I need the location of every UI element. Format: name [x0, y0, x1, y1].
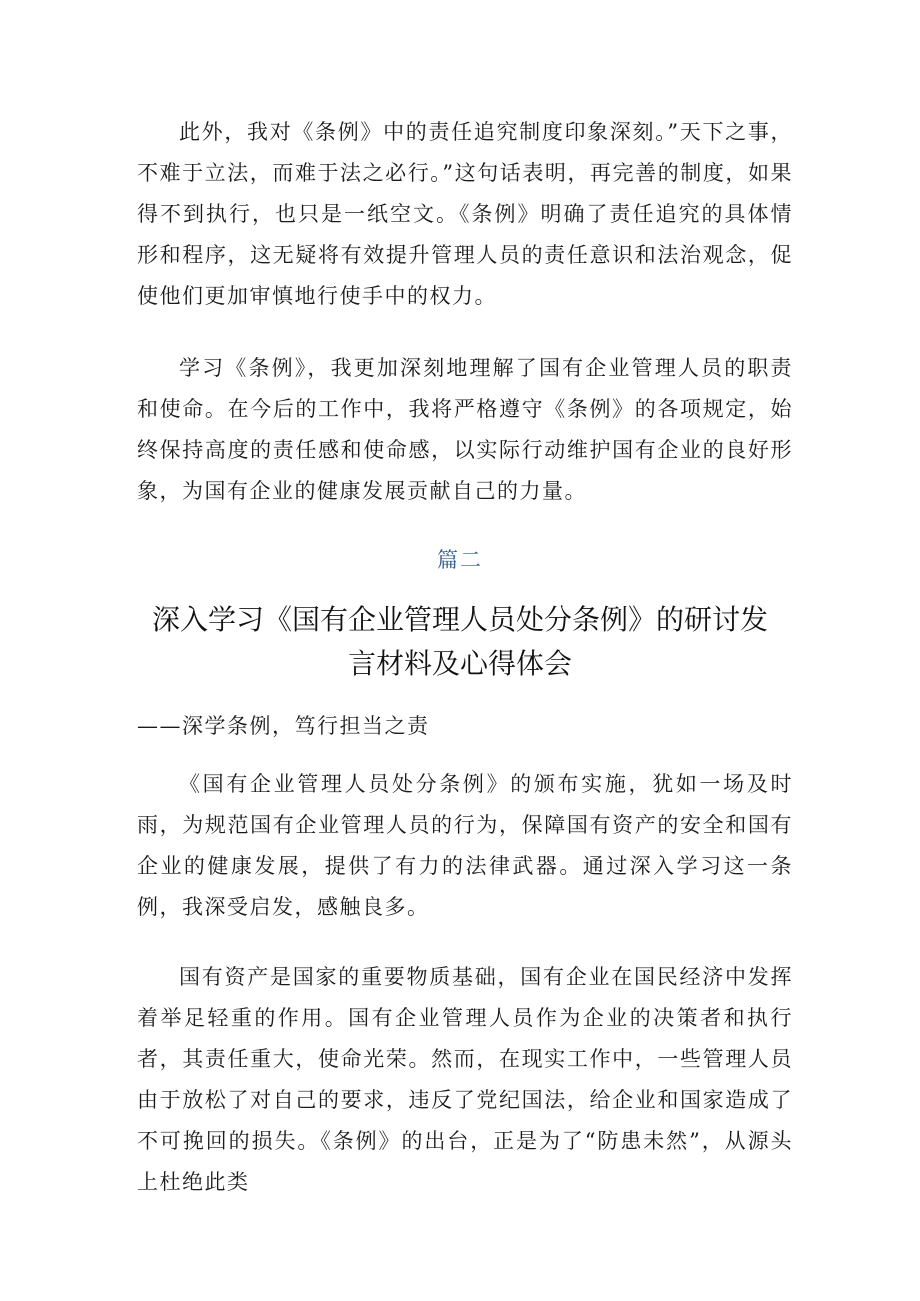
body-paragraph: 《国有企业管理人员处分条例》的颁布实施，犹如一场及时雨，为规范国有企业管理人员的行为，保障国有资产的安全和国有企业的健康发展，提供了有力的法律武器。通过深入学习这一条例，我深受启发，感触良多。	[137, 772, 793, 919]
document-title: 深入学习《国有企业管理人员处分条例》的研讨发言材料及心得体会	[151, 603, 768, 680]
body-paragraph: 国有资产是国家的重要物质基础，国有企业在国民经济中发挥着举足轻重的作用。国有企业管理人员作为企业的决策者和执行者，其责任重大，使命光荣。然而，在现实工作中，一些管理人员由于放松了对自己的要求，违反了党纪国法，给企业和国家造成了不可挽回的损失。《条例》的出台，正是为了“防患未然”，从源头上杜绝此类	[137, 965, 793, 1194]
body-paragraph: 学习《条例》，我更加深刻地理解了国有企业管理人员的职责和使命。在今后的工作中，我将严格遵守《条例》的各项规定，始终保持高度的责任感和使命感，以实际行动维护国有企业的良好形象，为国有企业的健康发展贡献自己的力量。	[137, 356, 793, 503]
document-subtitle: ——深学条例，笃行担当之责	[137, 714, 430, 738]
section-label: 篇二	[437, 548, 483, 572]
body-paragraph: 此外，我对《条例》中的责任追究制度印象深刻。”天下之事，不难于立法，而难于法之必行。”这句话表明，再完善的制度，如果得不到执行，也只是一纸空文。《条例》明确了责任追究的具体情形和程序，这无疑将有效提升管理人员的责任意识和法治观念，促使他们更加审慎地行使手中的权力。	[137, 120, 793, 308]
